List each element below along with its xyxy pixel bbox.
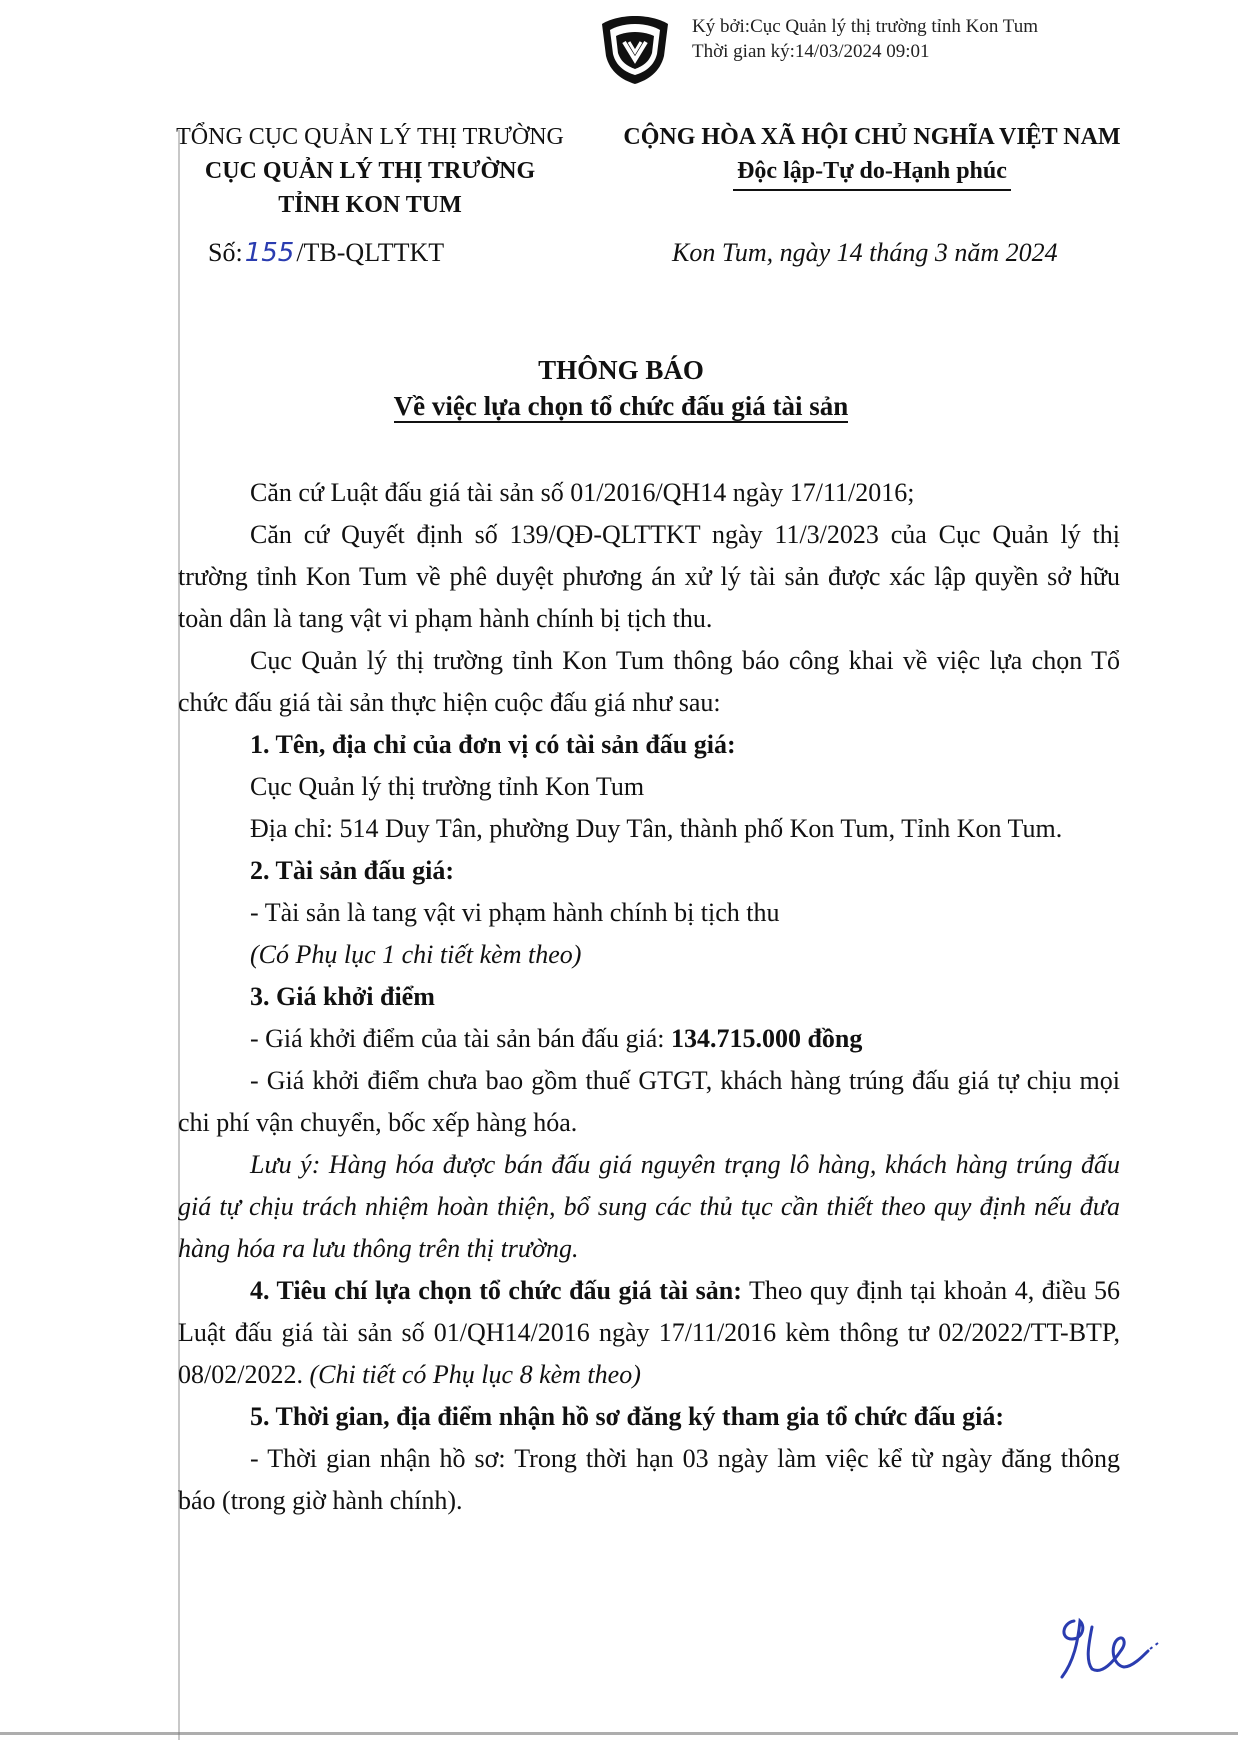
- agency-parent: TỔNG CỤC QUẢN LÝ THỊ TRƯỜNG: [176, 124, 564, 150]
- section-4-heading: 4. Tiêu chí lựa chọn tổ chức đấu giá tài sản:: [250, 1276, 742, 1305]
- section-5-heading: 5. Thời gian, địa điểm nhận hồ sơ đăng ký tham gia tổ chức đấu giá:: [250, 1402, 1005, 1431]
- country-name: CỘNG HÒA XÃ HỘI CHỦ NGHĨA VIỆT NAM: [623, 124, 1121, 150]
- document-number: [208, 238, 444, 268]
- section-3-item-2: - Giá khởi điểm chưa bao gồm thuế GTGT, khách hàng trúng đấu giá tự chịu mọi chi phí vận chuyển, bốc xếp hàng hóa.: [178, 1066, 1120, 1137]
- section-2-note: (Có Phụ lục 1 chi tiết kèm theo): [250, 940, 582, 969]
- signed-by: Ký bởi:Cục Quản lý thị trường tỉnh Kon Tum: [692, 16, 1039, 37]
- section-4-note: (Chi tiết có Phụ lục 8 kèm theo): [309, 1360, 641, 1389]
- paragraph-legal-basis-1: Căn cứ Luật đấu giá tài sản số 01/2016/QH14 ngày 17/11/2016;: [250, 478, 915, 507]
- scan-bottom-line: [0, 1732, 1238, 1735]
- handwritten-initials-icon: [1052, 1605, 1182, 1685]
- doc-no-suffix: /TB-QLTTKT: [296, 238, 445, 267]
- title-main: THÔNG BÁO: [538, 355, 704, 385]
- motto: Độc lập-Tự do-Hạnh phúc: [733, 154, 1011, 191]
- doc-no-handwritten: 155: [244, 238, 295, 268]
- title-sub: Về việc lựa chọn tổ chức đấu giá tài sản: [393, 391, 849, 421]
- section-4-text: Theo quy định tại khoản 4, điều 56 Luật đấu giá tài sản số 01/QH14/2016 ngày 17/11/2016 kèm thông tư 02/2022/TT-BTP, 08/02/2022.: [178, 1276, 1121, 1389]
- section-1-heading: 1. Tên, địa chỉ của đơn vị có tài sản đấu giá:: [250, 730, 736, 759]
- agency-header: [140, 120, 600, 222]
- paragraph-legal-basis-2: Căn cứ Quyết định số 139/QĐ-QLTTKT ngày 11/3/2023 của Cục Quản lý thị trường tỉnh Kon Tum về phê duyệt phương án xử lý tài sản được xác lập quyền sở hữu toàn dân là tang vật vi phạm hành chính bị tịch thu.: [178, 520, 1120, 633]
- doc-no-prefix: Số:: [208, 238, 243, 267]
- agency-name-2: TỈNH KON TUM: [278, 192, 462, 218]
- shield-seal-icon: [596, 12, 674, 88]
- section-1-address: Địa chỉ: 514 Duy Tân, phường Duy Tân, thành phố Kon Tum, Tỉnh Kon Tum.: [250, 814, 1063, 843]
- section-3-note: Lưu ý: Hàng hóa được bán đấu giá nguyên trạng lô hàng, khách hàng trúng đấu giá tự chịu trách nhiệm hoàn thiện, bổ sung các thủ tục cần thiết theo quy định nếu đưa hàng hóa ra lưu thông trên thị trường.: [178, 1150, 1120, 1263]
- section-3-heading: 3. Giá khởi điểm: [250, 982, 435, 1011]
- section-4: [178, 1270, 1120, 1396]
- signature-info: [692, 14, 1038, 64]
- document-title: [178, 352, 1064, 424]
- agency-name-1: CỤC QUẢN LÝ THỊ TRƯỜNG: [204, 158, 536, 184]
- document-body: [178, 472, 1120, 1522]
- national-header: [622, 120, 1122, 191]
- section-5-item: - Thời gian nhận hồ sơ: Trong thời hạn 03 ngày làm việc kể từ ngày đăng thông báo (trong giờ hành chính).: [178, 1444, 1120, 1515]
- section-3-price: [178, 1018, 1120, 1060]
- section-2-item: - Tài sản là tang vật vi phạm hành chính bị tịch thu: [250, 898, 780, 927]
- section-1-name: Cục Quản lý thị trường tỉnh Kon Tum: [250, 772, 645, 801]
- date-line: Kon Tum, ngày 14 tháng 3 năm 2024: [672, 238, 1058, 267]
- signed-time: Thời gian ký:14/03/2024 09:01: [692, 41, 930, 62]
- price-label: - Giá khởi điểm của tài sản bán đấu giá:: [250, 1024, 671, 1053]
- paragraph-intro: Cục Quản lý thị trường tỉnh Kon Tum thông báo công khai về việc lựa chọn Tổ chức đấu giá tài sản thực hiện cuộc đấu giá như sau:: [178, 646, 1120, 717]
- price-value: 134.715.000 đồng: [670, 1024, 863, 1053]
- section-2-heading: 2. Tài sản đấu giá:: [250, 856, 454, 885]
